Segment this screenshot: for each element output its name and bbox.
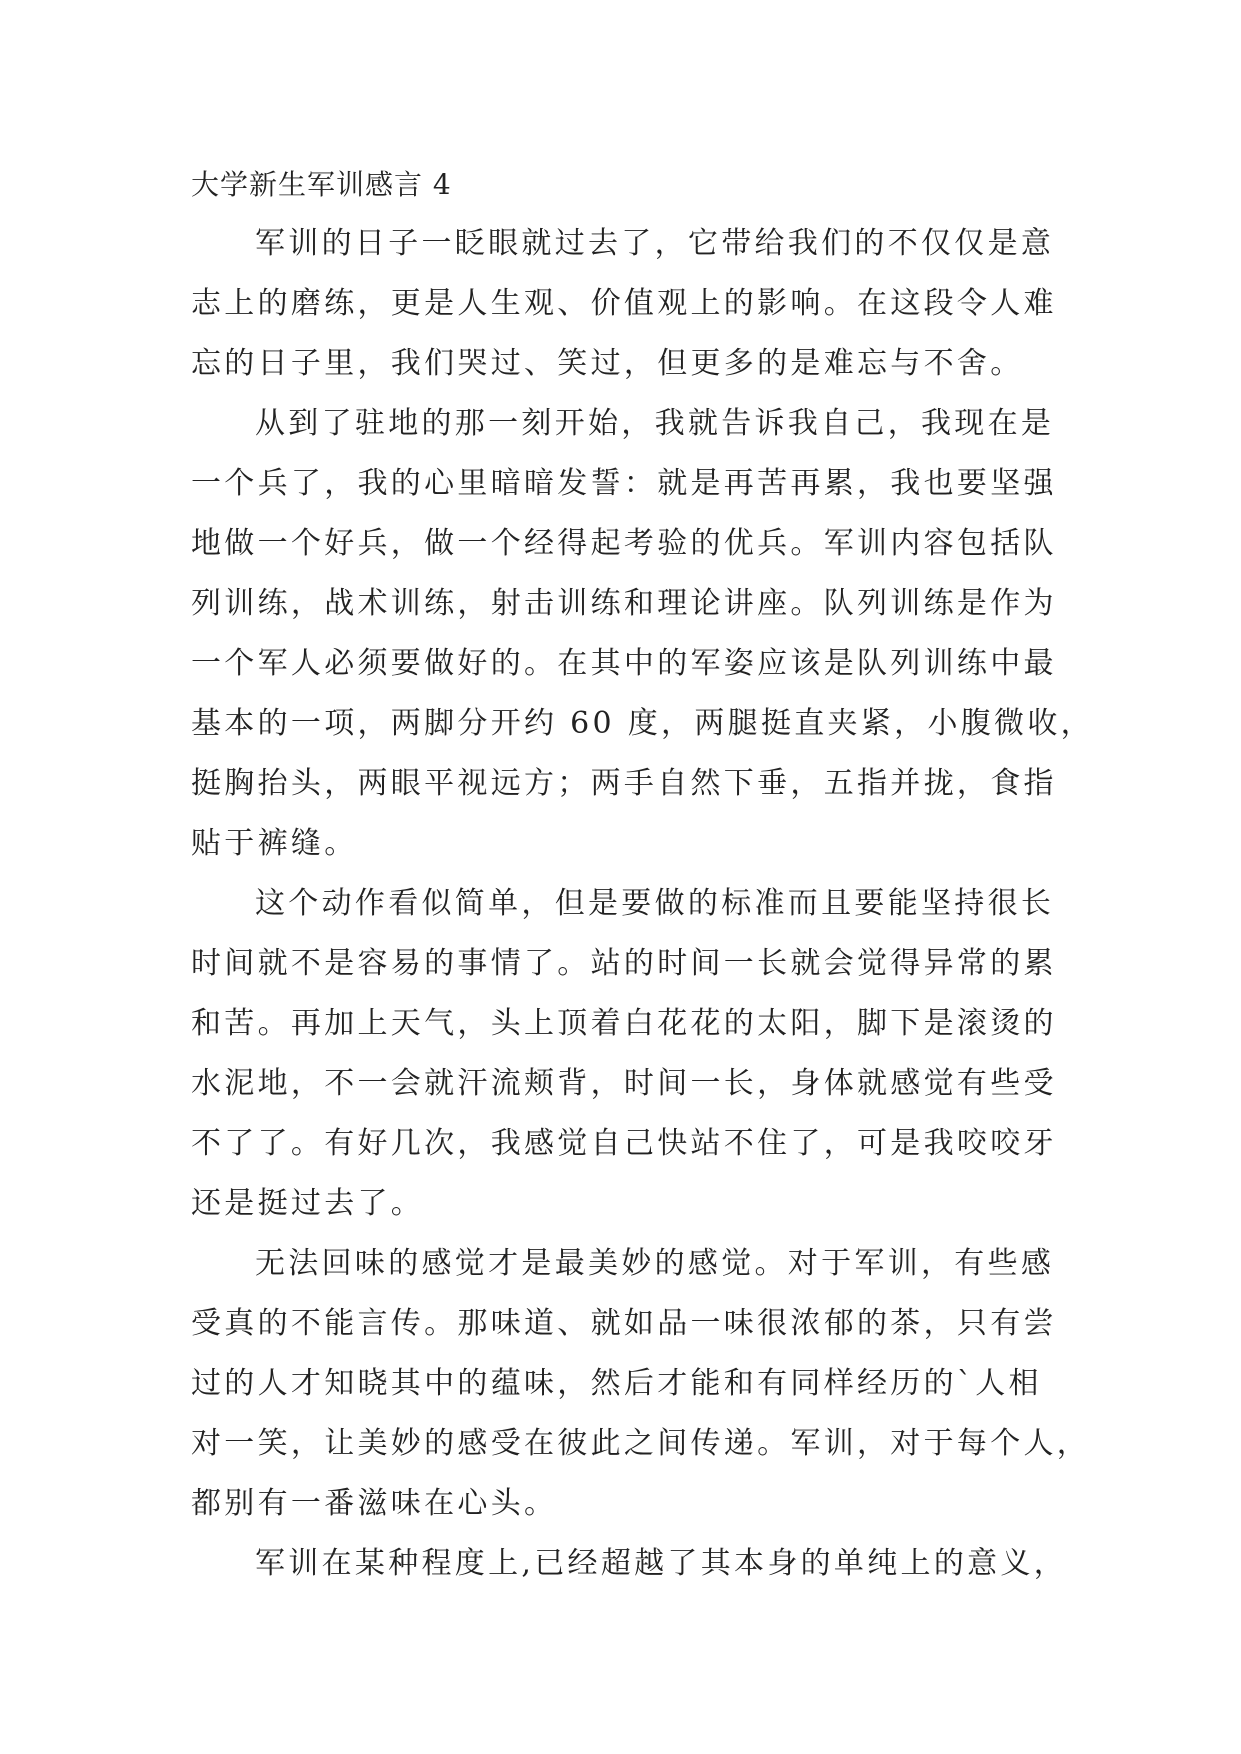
text-line: 都别有一番滋味在心头。 xyxy=(191,1486,558,1521)
text-line: 过的人才知晓其中的蕴味，然后才能和有同样经历的`人相 xyxy=(191,1366,1042,1401)
text-line: 时间就不是容易的事情了。站的时间一长就会觉得异常的累 xyxy=(191,946,1057,981)
text-line: 列训练，战术训练，射击训练和理论讲座。队列训练是作为 xyxy=(191,586,1057,621)
text-line: 不了了。有好几次，我感觉自己快站不住了，可是我咬咬牙 xyxy=(191,1126,1057,1161)
text-line: 贴于裤缝。 xyxy=(191,826,358,861)
text-line: 基本的一项，两脚分开约 60 度，两腿挺直夹紧，小腹微收， xyxy=(191,706,1094,741)
text-line: 忘的日子里，我们哭过、笑过，但更多的是难忘与不舍。 xyxy=(191,346,1024,381)
text-line: 这个动作看似简单，但是要做的标准而且要能坚持很长 xyxy=(255,886,1055,921)
text-line: 水泥地，不一会就汗流颊背，时间一长，身体就感觉有些受 xyxy=(191,1066,1057,1101)
text-line: 志上的磨练，更是人生观、价值观上的影响。在这段令人难 xyxy=(191,286,1057,321)
text-line: 地做一个好兵，做一个经得起考验的优兵。军训内容包括队 xyxy=(191,526,1057,561)
text-line: 军训在某种程度上,已经超越了其本身的单纯上的意义， xyxy=(255,1546,1068,1581)
text-line: 还是挺过去了。 xyxy=(191,1186,425,1221)
text-line: 一个军人必须要做好的。在其中的军姿应该是队列训练中最 xyxy=(191,646,1057,681)
text-line: 挺胸抬头，两眼平视远方；两手自然下垂，五指并拢，食指 xyxy=(191,766,1057,801)
text-line: 无法回味的感觉才是最美妙的感觉。对于军训，有些感 xyxy=(255,1246,1055,1281)
text-line: 对一笑，让美妙的感受在彼此之间传递。军训，对于每个人， xyxy=(191,1426,1091,1461)
text-line: 受真的不能言传。那味道、就如品一味很浓郁的茶，只有尝 xyxy=(191,1306,1057,1341)
document-title: 大学新生军训感言 4 xyxy=(191,168,452,201)
text-line: 一个兵了，我的心里暗暗发誓：就是再苦再累，我也要坚强 xyxy=(191,466,1057,501)
text-line: 从到了驻地的那一刻开始，我就告诉我自己，我现在是 xyxy=(255,406,1055,441)
text-line: 军训的日子一眨眼就过去了，它带给我们的不仅仅是意 xyxy=(255,226,1055,261)
document-body xyxy=(191,214,1094,1594)
text-line: 和苦。再加上天气，头上顶着白花花的太阳，脚下是滚烫的 xyxy=(191,1006,1057,1041)
